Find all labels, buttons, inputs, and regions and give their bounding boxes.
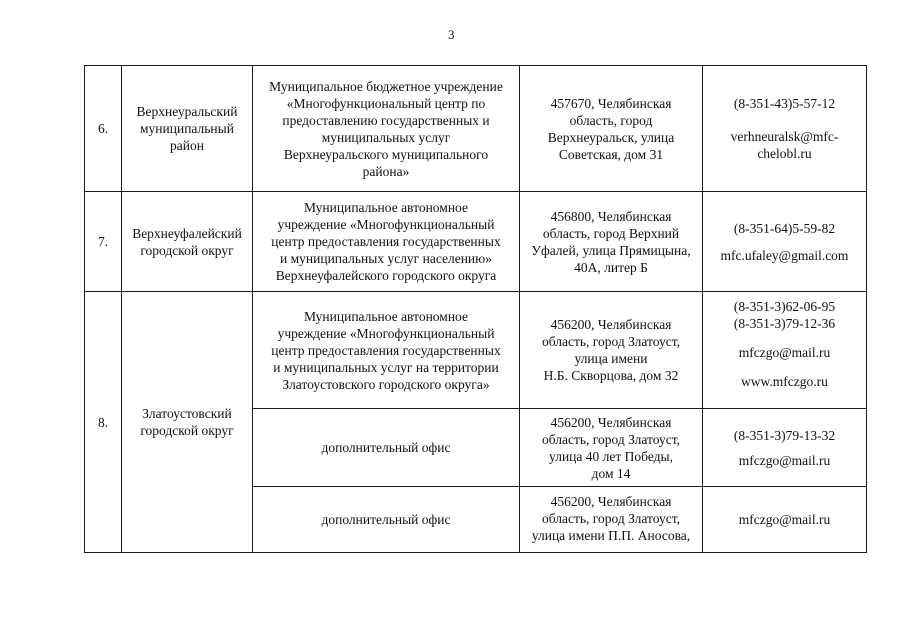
institution-cell <box>253 487 520 553</box>
address-line: 456200, Челябинская <box>550 494 672 509</box>
address-line: дом 14 <box>591 465 631 481</box>
address-cell <box>520 192 703 292</box>
email-address: mfczgo@mail.ru <box>738 452 831 468</box>
institution-line: Муниципальное автономное <box>304 308 468 324</box>
address-line: Н.Б. Скворцова, дом 32 <box>543 368 679 383</box>
address-line: улица имени <box>574 351 648 366</box>
address-line: 456800, Челябинская <box>550 208 672 224</box>
email-address: mfc.ufaley@gmail.com <box>720 247 849 263</box>
phone-number: (8-351-64)5-59-82 <box>733 220 836 236</box>
district-line: Верхнеуральский <box>136 104 238 119</box>
district-line: городской округ <box>140 423 234 438</box>
table-row <box>85 292 867 409</box>
address-line: Советская, дом 31 <box>558 146 664 162</box>
address-line: область, город Златоуст, <box>541 334 681 349</box>
email-address: chelobl.ru <box>757 146 812 161</box>
table-row <box>85 66 867 192</box>
institution-line: дополнительный офис <box>321 512 451 527</box>
institution-cell <box>253 292 520 409</box>
institution-line: Верхнеуральского муниципального <box>283 146 489 162</box>
institution-line: «Многофункциональный центр по <box>286 95 486 111</box>
institution-line: и муниципальных услуг населению» <box>280 251 492 266</box>
institution-line: муниципальных услуг <box>321 129 451 145</box>
institution-cell <box>253 409 520 487</box>
mfc-registry-table <box>84 65 867 553</box>
address-line: 40А, литер Б <box>574 259 648 275</box>
district-line: городской округ <box>140 242 234 258</box>
phone-number: (8-351-3)79-12-36 <box>733 316 836 331</box>
website: www.mfczgo.ru <box>741 374 828 389</box>
institution-line: учреждение «Многофункциональный <box>277 217 495 232</box>
address-line: Верхнеуральск, улица <box>547 129 675 145</box>
address-cell <box>520 409 703 487</box>
phone-number: (8-351-3)79-13-32 <box>733 427 836 443</box>
district-cell <box>122 192 253 292</box>
address-cell <box>520 292 703 409</box>
district-line: Златоустовский <box>142 406 232 421</box>
address-cell <box>520 487 703 553</box>
district-cell <box>122 292 253 553</box>
address-line: 457670, Челябинская <box>550 95 672 111</box>
address-line: область, город <box>569 112 653 128</box>
institution-line: Муниципальное автономное <box>304 200 468 215</box>
institution-cell <box>253 66 520 192</box>
institution-line: Муниципальное бюджетное учреждение <box>269 78 503 94</box>
phone-number: (8-351-43)5-57-12 <box>733 96 836 111</box>
district-line: район <box>170 138 204 153</box>
district-cell <box>122 66 253 192</box>
contacts-cell <box>703 192 867 292</box>
institution-line: Верхнеуфалейского городского округа <box>275 268 497 283</box>
address-line: область, город Златоуст, <box>541 511 681 526</box>
phone-number: (8-351-3)62-06-95 <box>733 299 836 314</box>
institution-cell <box>253 192 520 292</box>
address-cell <box>520 66 703 192</box>
address-line: Уфалей, улица Прямицына, <box>531 242 691 258</box>
address-line: 456200, Челябинская <box>550 414 672 430</box>
institution-line: дополнительный офис <box>321 440 451 455</box>
institution-line: района» <box>362 163 410 179</box>
row-number: 7. <box>85 192 122 292</box>
email-address: verhneuralsk@mfc- <box>730 129 839 144</box>
institution-line: и муниципальных услуг на территории <box>273 359 499 375</box>
contacts-cell <box>703 292 867 409</box>
institution-line: центр предоставления государственных <box>271 234 501 249</box>
district-line: Верхнеуфалейский <box>132 225 242 241</box>
institution-line: учреждение «Многофункциональный <box>277 325 495 341</box>
institution-line: центр предоставления государственных <box>271 342 501 358</box>
address-line: область, город Верхний <box>542 225 680 241</box>
district-line: муниципальный <box>140 121 234 136</box>
contacts-cell <box>703 66 867 192</box>
address-line: улица имени П.П. Аносова, <box>531 528 691 543</box>
row-number: 6. <box>85 66 122 192</box>
page-number: 3 <box>448 27 455 42</box>
institution-line: Златоустовского городского округа» <box>282 376 490 392</box>
table-row <box>85 192 867 292</box>
address-line: улица 40 лет Победы, <box>549 448 673 464</box>
address-line: 456200, Челябинская <box>550 317 672 332</box>
contacts-cell <box>703 487 867 553</box>
email-address: mfczgo@mail.ru <box>738 345 831 360</box>
institution-line: предоставлению государственных и <box>282 112 490 128</box>
row-number: 8. <box>85 292 122 553</box>
contacts-cell <box>703 409 867 487</box>
email-address: mfczgo@mail.ru <box>738 512 831 527</box>
address-line: область, город Златоуст, <box>541 431 681 447</box>
